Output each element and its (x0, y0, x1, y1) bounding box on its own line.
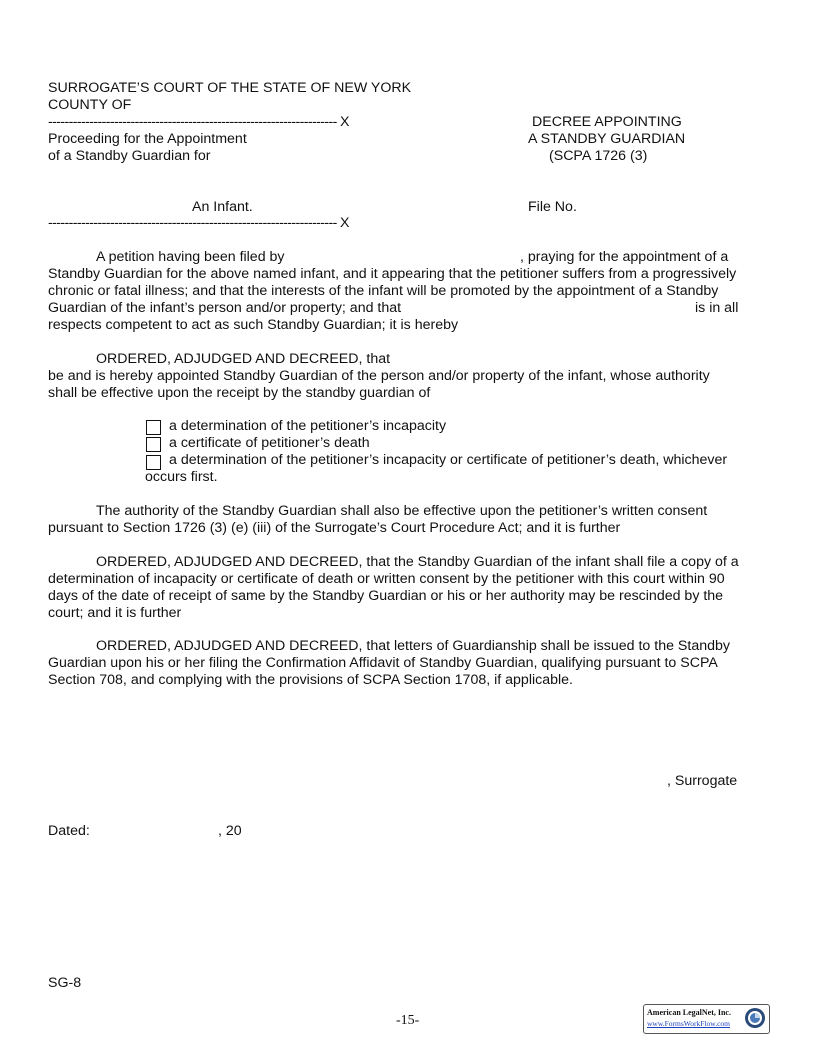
decree-title-line-1: DECREE APPOINTING (532, 114, 682, 130)
petition-line-2: Standby Guardian for the above named infant, and it appearing that the petitioner suffers from a progressively (48, 266, 737, 282)
caption-divider-bottom: ---------------------------------------------------------------------- X (48, 215, 349, 231)
logo-website-link[interactable]: www.FormsWorkFlow.com (647, 1019, 731, 1028)
letters-line-3: Section 708, and complying with the provisions of SCPA Section 1708, if applicable. (48, 672, 573, 688)
infant-label: An Infant. (192, 199, 253, 215)
ordered-line-1: ORDERED, ADJUDGED AND DECREED, that (96, 351, 391, 367)
file-copy-line-2: determination of incapacity or certificate of death or written consent by the petitioner with this court within 90 (48, 571, 725, 587)
dated-year: , 20 (218, 823, 242, 839)
surrogate-signature-label: , Surrogate (667, 773, 738, 789)
file-copy-line-3: days of the date of receipt of same by the Standby Guardian or his or her authority may be rescinded by the (48, 588, 724, 604)
authority-line-2: pursuant to Section 1726 (3) (e) (iii) of the Surrogate’s Court Procedure Act; and it is further (48, 520, 621, 536)
letters-line-2: Guardian upon his or her filing the Confirmation Affidavit of Standby Guardian, qualifying pursuant to SCPA (48, 655, 718, 671)
option-whichever-first-label: a determination of the petitioner’s incapacity or certificate of petitioner’s death, whichever (169, 452, 728, 468)
file-copy-line-4: court; and it is further (48, 605, 182, 621)
page-number: -15- (396, 1013, 420, 1028)
logo-company-name: American LegalNet, Inc. (647, 1008, 731, 1017)
authority-line-1: The authority of the Standby Guardian shall also be effective upon the petitioner’s written consent (96, 503, 708, 519)
proceeding-line-1: Proceeding for the Appointment (48, 131, 247, 147)
ordered-line-2: be and is hereby appointed Standby Guardian of the person and/or property of the infant, whose authority (48, 368, 710, 384)
option-whichever-first-continuation: occurs first. (145, 469, 218, 485)
american-legalnet-logo[interactable] (643, 1004, 770, 1034)
checkbox-whichever-first[interactable] (146, 455, 161, 470)
petition-line-1b: , praying for the appointment of a (520, 249, 729, 265)
dated-label: Dated: (48, 823, 90, 839)
checkbox-incapacity[interactable] (146, 420, 161, 435)
caption-divider-top: ---------------------------------------------------------------------- X (48, 114, 349, 130)
globe-icon (744, 1007, 766, 1029)
petition-line-1a: A petition having been filed by (96, 249, 285, 265)
option-death-certificate-label: a certificate of petitioner’s death (169, 435, 370, 451)
proceeding-line-2: of a Standby Guardian for (48, 148, 211, 164)
petition-line-4b: is in all (695, 300, 739, 316)
letters-line-1: ORDERED, ADJUDGED AND DECREED, that letters of Guardianship shall be issued to the Standby (96, 638, 730, 654)
ordered-line-3: shall be effective upon the receipt by the standby guardian of (48, 385, 431, 401)
petition-line-3: chronic or fatal illness; and that the interests of the infant will be promoted by the appointment of a Standby (48, 283, 719, 299)
petition-line-5: respects competent to act as such Standby Guardian; it is hereby (48, 317, 459, 333)
decree-title-line-2: A STANDBY GUARDIAN (528, 131, 686, 147)
file-copy-line-1: ORDERED, ADJUDGED AND DECREED, that the Standby Guardian of the infant shall file a copy of a (96, 554, 739, 570)
court-title: SURROGATE’S COURT OF THE STATE OF NEW YORK (48, 80, 412, 96)
option-incapacity-label: a determination of the petitioner’s incapacity (169, 418, 447, 434)
petition-line-4a: Guardian of the infant’s person and/or property; and that (48, 300, 402, 316)
decree-title-line-3: (SCPA 1726 (3) (549, 148, 648, 164)
county-line: COUNTY OF (48, 97, 132, 113)
file-number-label: File No. (528, 199, 577, 215)
form-code: SG-8 (48, 975, 82, 991)
checkbox-death-certificate[interactable] (146, 437, 161, 452)
